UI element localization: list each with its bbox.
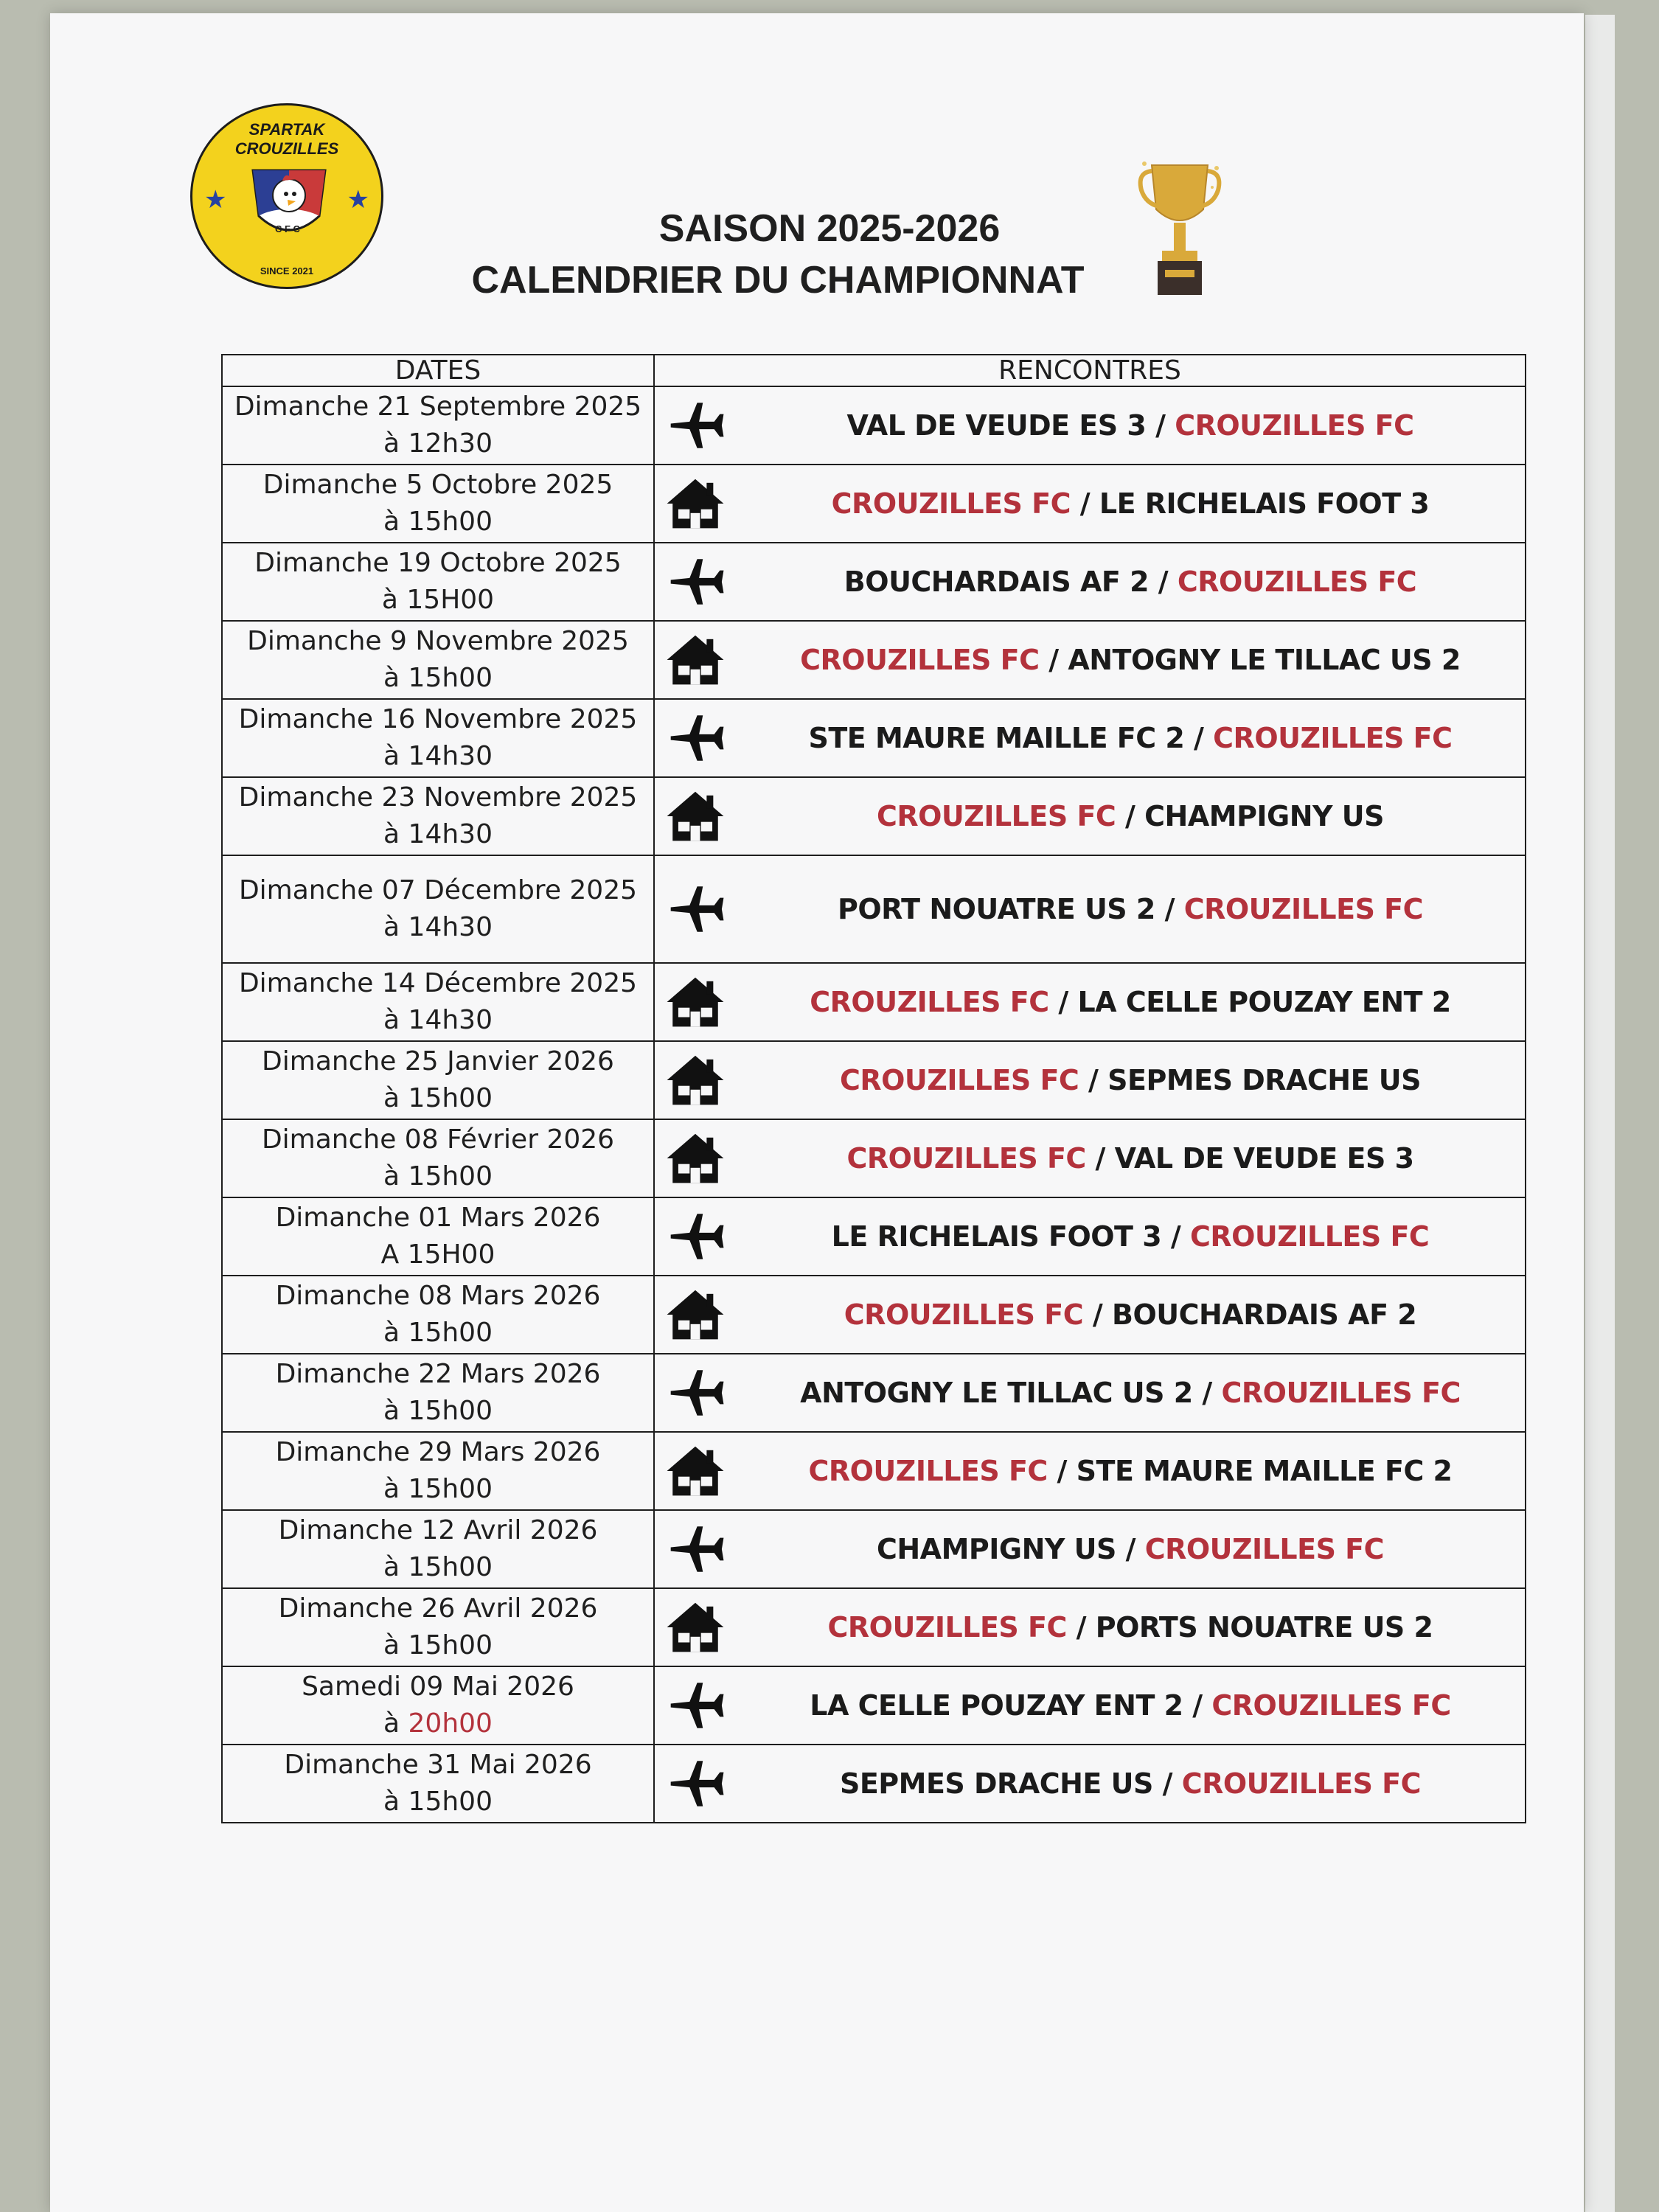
table-row	[222, 543, 1526, 621]
team2-name: SEPMES DRACHE US	[1107, 1064, 1422, 1096]
airplane-icon	[655, 1363, 736, 1423]
team1-name: CROUZILLES FC	[846, 1142, 1086, 1175]
match-cell	[654, 465, 1526, 543]
house-icon	[655, 473, 736, 534]
team1-name: SEPMES DRACHE US	[839, 1767, 1153, 1800]
table-row	[222, 1510, 1526, 1588]
match-teams	[736, 1142, 1525, 1175]
match-date: Dimanche 5 Octobre 2025	[262, 470, 613, 500]
match-date-cell	[222, 1432, 654, 1510]
team1-name: LA CELLE POUZAY ENT 2	[810, 1689, 1183, 1722]
match-date-cell	[222, 1197, 654, 1276]
team1-name: CROUZILLES FC	[876, 800, 1116, 832]
match-date-cell	[222, 1354, 654, 1432]
match-teams	[736, 1455, 1525, 1487]
team2-name: LA CELLE POUZAY ENT 2	[1077, 986, 1451, 1018]
team1-name: CROUZILLES FC	[839, 1064, 1079, 1096]
match-teams	[736, 1220, 1525, 1253]
team1-name: CROUZILLES FC	[844, 1298, 1084, 1331]
match-time: à 15h00	[383, 1161, 493, 1192]
match-cell	[654, 963, 1526, 1041]
match-cell	[654, 1354, 1526, 1432]
match-time-prefix: à	[383, 1708, 408, 1739]
match-cell	[654, 1119, 1526, 1197]
team1-name: CROUZILLES FC	[800, 644, 1040, 676]
calendar-title: CALENDRIER DU CHAMPIONNAT	[471, 259, 1085, 302]
house-icon	[655, 1284, 736, 1345]
match-date-cell	[222, 855, 654, 963]
match-date-cell	[222, 1041, 654, 1119]
team2-name: CROUZILLES FC	[1181, 1767, 1422, 1800]
match-cell	[654, 543, 1526, 621]
match-date: Dimanche 12 Avril 2026	[278, 1515, 598, 1545]
match-time-value: 20h00	[408, 1708, 493, 1739]
match-time: à 15h00	[383, 1552, 493, 1582]
match-teams	[736, 893, 1525, 925]
match-time: à 12h30	[383, 428, 493, 459]
team2-name: ANTOGNY LE TILLAC US 2	[1068, 644, 1461, 676]
team-separator: /	[1152, 1767, 1182, 1800]
house-icon	[655, 972, 736, 1032]
team-separator: /	[1047, 1455, 1077, 1487]
table-row	[222, 386, 1526, 465]
match-teams	[736, 722, 1525, 754]
team-separator: /	[1079, 1064, 1108, 1096]
match-date-cell	[222, 1588, 654, 1666]
table-row	[222, 1432, 1526, 1510]
match-cell	[654, 1666, 1526, 1745]
airplane-icon	[655, 552, 736, 612]
match-date: Dimanche 16 Novembre 2025	[238, 704, 638, 734]
team2-name: CROUZILLES FC	[1211, 1689, 1451, 1722]
match-cell	[654, 1432, 1526, 1510]
team-separator: /	[1116, 800, 1145, 832]
airplane-icon	[655, 1675, 736, 1736]
team1-name: BOUCHARDAIS AF 2	[844, 566, 1150, 598]
table-row	[222, 1745, 1526, 1823]
star-icon: ★	[347, 186, 369, 214]
house-icon	[655, 1597, 736, 1658]
team2-name: CROUZILLES FC	[1177, 566, 1417, 598]
team-separator: /	[1184, 722, 1214, 754]
team-separator: /	[1155, 893, 1184, 925]
team1-name: CHAMPIGNY US	[876, 1533, 1116, 1565]
airplane-icon	[655, 1206, 736, 1267]
match-cell	[654, 1276, 1526, 1354]
team1-name: STE MAURE MAILLE FC 2	[808, 722, 1185, 754]
airplane-icon	[655, 708, 736, 768]
match-time: A 15H00	[380, 1239, 495, 1270]
team-separator: /	[1048, 986, 1078, 1018]
match-cell	[654, 777, 1526, 855]
team1-name: PORT NOUATRE US 2	[837, 893, 1155, 925]
table-row	[222, 699, 1526, 777]
team-separator: /	[1183, 1689, 1212, 1722]
table-row	[222, 1119, 1526, 1197]
paper-edge	[1585, 15, 1615, 2212]
match-date-cell	[222, 963, 654, 1041]
match-date: Dimanche 31 Mai 2026	[284, 1750, 592, 1780]
match-date: Dimanche 08 Mars 2026	[275, 1281, 601, 1311]
match-teams	[736, 644, 1525, 676]
match-date: Samedi 09 Mai 2026	[302, 1672, 574, 1702]
team1-name: CROUZILLES FC	[808, 1455, 1048, 1487]
match-time: à 15h00	[383, 1787, 493, 1817]
logo-text-crouzilles: CROUZILLES	[234, 139, 339, 158]
match-date: Dimanche 21 Septembre 2025	[234, 392, 642, 422]
team2-name: LE RICHELAIS FOOT 3	[1099, 487, 1430, 520]
airplane-icon	[655, 879, 736, 939]
match-time: à 14h30	[383, 819, 493, 849]
house-icon	[655, 1441, 736, 1501]
schedule-table	[221, 354, 1526, 1823]
house-icon	[655, 630, 736, 690]
table-row	[222, 777, 1526, 855]
airplane-icon	[655, 1753, 736, 1814]
match-teams	[736, 1767, 1525, 1800]
match-teams	[736, 986, 1525, 1018]
match-time: à 14h30	[383, 741, 493, 771]
team-separator: /	[1071, 487, 1099, 520]
team-separator: /	[1083, 1298, 1112, 1331]
match-time: à 15h00	[383, 1083, 493, 1113]
match-cell	[654, 621, 1526, 699]
table-header-row	[222, 355, 1526, 386]
team-separator: /	[1039, 644, 1068, 676]
match-date-cell	[222, 465, 654, 543]
team2-name: CROUZILLES FC	[1183, 893, 1424, 925]
match-teams	[736, 1689, 1525, 1722]
match-date: Dimanche 23 Novembre 2025	[238, 782, 638, 813]
match-time	[223, 1705, 653, 1742]
match-teams	[736, 800, 1525, 832]
match-time: à 15h00	[383, 1318, 493, 1348]
match-teams	[736, 1611, 1525, 1644]
team-separator: /	[1116, 1533, 1145, 1565]
match-time: à 15h00	[383, 1630, 493, 1660]
team2-name: CROUZILLES FC	[1221, 1377, 1461, 1409]
match-date-cell	[222, 699, 654, 777]
team-separator: /	[1066, 1611, 1096, 1644]
team2-name: CHAMPIGNY US	[1144, 800, 1385, 832]
team-separator: /	[1146, 409, 1175, 442]
match-cell	[654, 386, 1526, 465]
match-teams	[736, 1533, 1525, 1565]
match-date-cell	[222, 1745, 654, 1823]
table-row	[222, 1041, 1526, 1119]
logo-text-spartak: SPARTAK	[248, 120, 325, 139]
team-separator: /	[1085, 1142, 1115, 1175]
house-icon	[655, 1050, 736, 1110]
airplane-icon	[655, 1519, 736, 1579]
team2-name: BOUCHARDAIS AF 2	[1111, 1298, 1417, 1331]
match-cell	[654, 1041, 1526, 1119]
match-date: Dimanche 19 Octobre 2025	[254, 548, 622, 578]
match-teams	[736, 1064, 1525, 1096]
match-date-cell	[222, 777, 654, 855]
team2-name: STE MAURE MAILLE FC 2	[1076, 1455, 1453, 1487]
logo-letters: C F C	[275, 223, 300, 234]
match-teams	[736, 566, 1525, 598]
match-time: à 15h00	[383, 663, 493, 693]
team2-name: CROUZILLES FC	[1213, 722, 1453, 754]
table-row	[222, 855, 1526, 963]
match-cell	[654, 1588, 1526, 1666]
match-teams	[736, 409, 1525, 442]
match-date: Dimanche 25 Janvier 2026	[262, 1046, 614, 1077]
match-date: Dimanche 08 Février 2026	[261, 1124, 615, 1155]
house-icon	[655, 1128, 736, 1189]
match-teams	[736, 1377, 1525, 1409]
match-time: à 14h30	[383, 912, 493, 942]
team2-name: CROUZILLES FC	[1144, 1533, 1385, 1565]
match-cell	[654, 1510, 1526, 1588]
table-row	[222, 465, 1526, 543]
match-teams	[736, 487, 1525, 520]
team1-name: CROUZILLES FC	[810, 986, 1049, 1018]
team1-name: LE RICHELAIS FOOT 3	[831, 1220, 1162, 1253]
team2-name: CROUZILLES FC	[1175, 409, 1414, 442]
match-cell	[654, 855, 1526, 963]
match-cell	[654, 1197, 1526, 1276]
team1-name: CROUZILLES FC	[831, 487, 1071, 520]
team-separator: /	[1161, 1220, 1190, 1253]
match-date-cell	[222, 1666, 654, 1745]
team-separator: /	[1149, 566, 1178, 598]
logo-text-since: SINCE 2021	[260, 265, 314, 276]
team-separator: /	[1192, 1377, 1222, 1409]
star-icon: ★	[204, 186, 227, 214]
team1-name: VAL DE VEUDE ES 3	[846, 409, 1147, 442]
match-date: Dimanche 9 Novembre 2025	[247, 626, 629, 656]
table-row	[222, 1666, 1526, 1745]
match-date-cell	[222, 386, 654, 465]
match-date: Dimanche 14 Décembre 2025	[238, 968, 638, 998]
match-date-cell	[222, 1510, 654, 1588]
match-date: Dimanche 01 Mars 2026	[275, 1203, 601, 1233]
table-row	[222, 1588, 1526, 1666]
match-date-cell	[222, 1119, 654, 1197]
match-date: Dimanche 29 Mars 2026	[275, 1437, 601, 1467]
match-teams	[736, 1298, 1525, 1331]
team1-name: ANTOGNY LE TILLAC US 2	[800, 1377, 1193, 1409]
match-time: à 15h00	[383, 507, 493, 537]
match-time: à 14h30	[383, 1005, 493, 1035]
match-date-cell	[222, 621, 654, 699]
house-icon	[655, 786, 736, 846]
team2-name: VAL DE VEUDE ES 3	[1114, 1142, 1414, 1175]
header-matches: RENCONTRES	[654, 355, 1526, 386]
table-row	[222, 1197, 1526, 1276]
match-cell	[654, 699, 1526, 777]
header-dates: DATES	[222, 355, 654, 386]
team1-name: CROUZILLES FC	[827, 1611, 1067, 1644]
table-row	[222, 621, 1526, 699]
match-date: Dimanche 26 Avril 2026	[278, 1593, 598, 1624]
table-row	[222, 1354, 1526, 1432]
match-date: Dimanche 07 Décembre 2025	[238, 875, 638, 905]
season-title: SAISON 2025-2026	[658, 207, 1001, 250]
airplane-icon	[655, 395, 736, 456]
match-cell	[654, 1745, 1526, 1823]
team2-name: CROUZILLES FC	[1189, 1220, 1430, 1253]
match-time: à 15h00	[383, 1474, 493, 1504]
match-date: Dimanche 22 Mars 2026	[275, 1359, 601, 1389]
table-row	[222, 1276, 1526, 1354]
team2-name: PORTS NOUATRE US 2	[1095, 1611, 1433, 1644]
match-date-cell	[222, 1276, 654, 1354]
match-time: à 15H00	[381, 585, 495, 615]
match-time: à 15h00	[383, 1396, 493, 1426]
match-date-cell	[222, 543, 654, 621]
table-row	[222, 963, 1526, 1041]
